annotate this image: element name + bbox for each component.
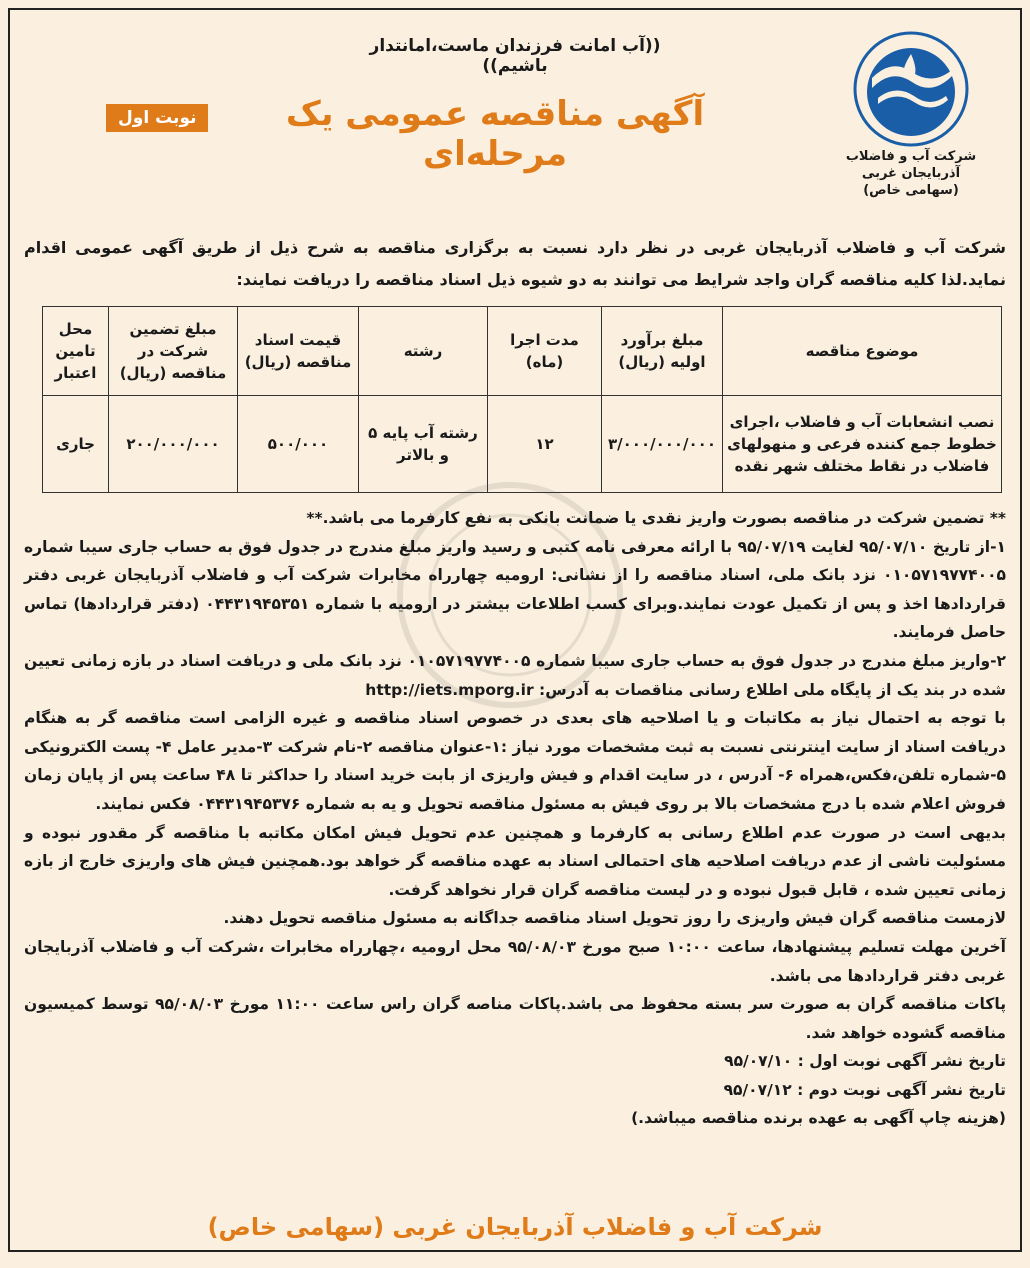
cell-field: رشته آب پایه ۵ و بالاتر bbox=[359, 396, 488, 493]
col-header-funding: محل تامین اعتبار bbox=[43, 307, 109, 396]
cell-guarantee: ۲۰۰/۰۰۰/۰۰۰ bbox=[109, 396, 238, 493]
iets-link[interactable]: http://iets.mporg.ir bbox=[365, 680, 534, 699]
cell-funding: جاری bbox=[43, 396, 109, 493]
cell-estimate: ۳/۰۰۰/۰۰۰/۰۰۰ bbox=[602, 396, 723, 493]
table-row bbox=[43, 396, 1002, 493]
col-header-estimate: مبلغ برآورد اولیه (ریال) bbox=[602, 307, 723, 396]
footer-company-name: شرکت آب و فاضلاب آذربایجان غربی (سهامی خاص) bbox=[207, 1213, 823, 1241]
opening-paragraph: پاکات مناقصه گران به صورت سر بسته محفوظ می باشد.پاکات مناصه گران راس ساعت ۱۱:۰۰ مورخ ۹۵/۰۸/۰۳ توسط کمیسیون مناقصه گشوده خواهد شد. bbox=[24, 995, 1007, 1042]
cell-subject: نصب انشعابات آب و فاضلاب ،اجرای خطوط جمع کننده فرعی و منهولهای فاضلاب در نقاط مختلف شهر نقده bbox=[723, 396, 1002, 493]
logo-text-line-2: آذربایجان غربی bbox=[861, 166, 961, 181]
liability-paragraph: بدیهی است در صورت عدم اطلاع رسانی به کارفرما و همچنین عدم تحویل فیش امکان مکاتبه با مناقصه گر مقدور نبوده و مسئولیت ناشی از عدم دریافت اصلاحیه های احتمالی اسناد به عهده مناقصه گر خواهد بود.همچنین فیش های واریزی خارج از بازه زمانی تعیین شده ، قابل قبول نبوده و در لیست مناقصه گران قرار نخواهد گرفت. bbox=[24, 823, 1006, 899]
round-badge: نوبت اول bbox=[106, 104, 208, 132]
second-publish-date: تاریخ نشر آگهی نوبت دوم : ۹۵/۰۷/۱۲ bbox=[723, 1080, 1006, 1099]
method-2-paragraph bbox=[24, 647, 1006, 704]
registration-paragraph: با توجه به احتمال نیاز به مکاتبات و یا اصلاحیه های بعدی در خصوص اسناد مناقصه و غیره الزامی است مناقصه گر به هنگام دریافت اسناد از سایت اینترنتی نسبت به ثبت مشخصات مورد نیاز :۱-عنوان مناقصه ۲-نام شرکت ۳-مدیر عامل ۴- پست الکترونیکی ۵-شماره تلفن،فکس،همراه ۶- آدرس ، در سایت اقدام و فیش واریزی از بابت خرید اسناد را حداکثر تا ۴۸ ساعت پس از پایان زمان فروش اعلام شده با درج مشخصات بالا بر روی فیش به مسئول مناقصه تحویل و یه به شماره ۰۴۴۳۱۹۴۵۳۷۶ فکس نمایند. bbox=[24, 709, 1007, 813]
advertisement-page bbox=[8, 8, 1022, 1252]
cell-duration: ۱۲ bbox=[488, 396, 602, 493]
deadline-paragraph: آخرین مهلت تسلیم پیشنهادها، ساعت ۱۰:۰۰ صبح مورخ ۹۵/۰۸/۰۳ محل ارومیه ،چهارراه مخابرات ،شرکت آب و فاضلاب آذربایجان غربی دفتر قراردادها می باشد. bbox=[24, 937, 1006, 985]
col-header-subject: موضوع مناقصه bbox=[723, 307, 1002, 396]
company-logo bbox=[836, 30, 986, 199]
logo-text-line-3: (سهامی خاص) bbox=[863, 183, 959, 198]
col-header-doc-price: قیمت اسناد مناقصه (ریال) bbox=[238, 307, 359, 396]
receipt-delivery-paragraph: لازمست مناقصه گران فیش واریزی را روز تحویل اسناد مناقصه جداگانه به مسئول مناقصه تحویل دهند. bbox=[223, 909, 1006, 928]
guarantee-note: ** تضمین شرکت در مناقصه بصورت واریز نقدی یا ضمانت بانکی به نفع کارفرما می باشد.** bbox=[306, 509, 1006, 527]
page-title: آگهی مناقصه عمومی یک مرحله‌ای bbox=[285, 94, 705, 174]
method-1-paragraph: ۱-از تاریخ ۹۵/۰۷/۱۰ لغایت ۹۵/۰۷/۱۹ با ارائه معرفی نامه کتبی و رسید واریز مبلغ مندرج در جدول فوق به حساب جاری سیبا شماره ۰۱۰۵۷۱۹۷۷۴۰۰۵ نزد بانک ملی، اسناد مناقصه را از نشانی: ارومیه چهارراه مخابرات شرکت آب و فاضلاب آذربایجان غربی دفتر قراردادها اخذ و پس از تکمیل عودت نمایند.وبرای کسب اطلاعات بیشتر در ارومیه با شماره ۰۴۴۳۱۹۴۵۳۵۱ (دفتر قراردادها) تماس حاصل فرمایند. bbox=[24, 537, 1006, 642]
water-drop-logo-icon bbox=[852, 30, 970, 148]
body-text bbox=[24, 504, 1006, 1133]
col-header-field: رشته bbox=[359, 307, 488, 396]
motto: ((آب امانت فرزندان ماست،امانتدار باشیم)) bbox=[369, 36, 661, 76]
tender-table bbox=[42, 306, 1002, 493]
col-header-duration: مدت اجرا (ماه) bbox=[488, 307, 602, 396]
method-2-text: ۲-واریز مبلغ مندرج در جدول فوق به حساب جاری سیبا شماره ۰۱۰۵۷۱۹۷۷۴۰۰۵ نزد بانک ملی و دریافت اسناد در بازه زمانی تعیین شده در بند یک از پایگاه ملی اطلاع رسانی مناقصات به آدرس: bbox=[24, 651, 1006, 699]
cell-doc-price: ۵۰۰/۰۰۰ bbox=[238, 396, 359, 493]
first-publish-date: تاریخ نشر آگهی نوبت اول : ۹۵/۰۷/۱۰ bbox=[724, 1052, 1006, 1071]
logo-text-line-1: شرکت آب و فاضلاب bbox=[845, 149, 977, 164]
table-header-row bbox=[43, 307, 1002, 396]
print-cost-note: (هزینه چاپ آگهی به عهده برنده مناقصه میباشد.) bbox=[631, 1109, 1006, 1128]
intro-paragraph: شرکت آب و فاضلاب آذربایجان غربی در نظر دارد نسبت به برگزاری مناقصه به شرح ذیل از طریق آگهی عمومی اقدام نماید.لذا کلیه مناقصه گران واجد شرایط می توانند به دو شیوه ذیل اسناد مناقصه را دریافت نمایند: bbox=[24, 238, 1006, 289]
col-header-guarantee: مبلغ تضمین شرکت در مناقصه (ریال) bbox=[109, 307, 238, 396]
